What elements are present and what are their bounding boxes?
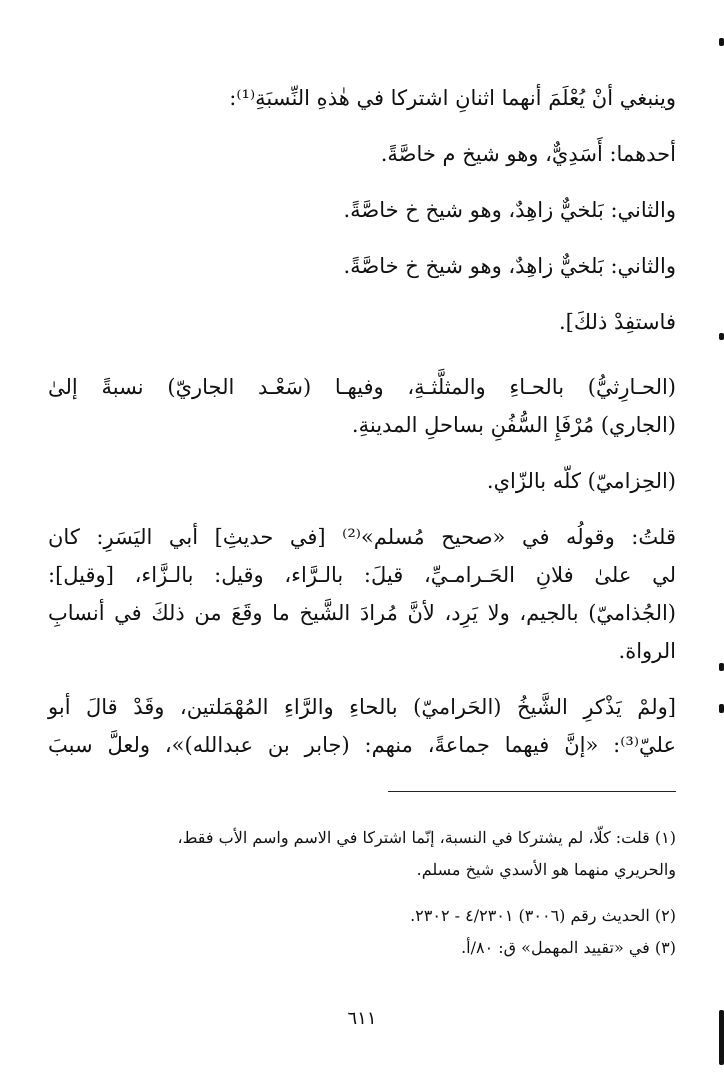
text-line: (الجُذاميّ) بالجيم، ولا يَرِد، لأنَّ مُرادَ الشَّيخ ما وقَعَ من ذلكَ في أنسابِ (48, 601, 676, 625)
edge-mark (719, 333, 724, 340)
text-line: والثاني: بَلخيٌّ زاهِدٌ، وهو شيخ خ خاصَّةً. (343, 198, 676, 222)
footnote-3: (٣) في «تقييد المهمل» ق: ٨٠/أ. (461, 938, 676, 957)
paragraph-haram (48, 688, 676, 764)
text-line: لي علىٰ فلانِ الحَـرامـيِّ، قيلَ: بالـرَّاء، وقيل: بالـزَّاء، [وقيل]: (48, 563, 676, 587)
text-line: أحدهما: أَسَدِيٌّ، وهو شيخ م خاصَّةً. (380, 142, 676, 166)
edge-mark (719, 663, 724, 671)
paragraph-hizami (48, 462, 676, 500)
text-line: وينبغي أنْ يُعْلَمَ أنهما اثنانِ اشتركا في هٰذهِ النِّسبَةِ⁽¹⁾: (229, 86, 676, 110)
text-line: (الحِزاميّ) كلّه بالزّاي. (486, 469, 676, 493)
text-line: (الحـارِثيُّ) بالحـاءِ والمثلَّثـةِ، وفيهـا (سَعْـد الجاريّ) نسبةً إلىٰ (48, 375, 676, 399)
footnote-2: (٢) الحديث رقم (٣٠٠٦) ٤/٢٣٠١ - ٢٣٠٢. (410, 906, 676, 925)
footnote-divider (388, 791, 676, 792)
paragraph-harithi (48, 368, 676, 444)
footnote-1: (١) قلت: كلّا، لم يشتركا في النسبة، إنّما اشتركا في الاسم واسم الأب فقط، (177, 828, 676, 847)
main-text (48, 70, 676, 764)
edge-mark (719, 1010, 724, 1065)
text-line: عليّ⁽³⁾: «إنَّ فيهما جماعةً، منهم: (جابر بن عبدالله)»، ولعلَّ سببَ (48, 733, 676, 757)
edge-mark (719, 38, 724, 46)
text-line: قلتُ: وقولُه في «صحيح مُسلم»⁽²⁾ [في حديثِ] أبي اليَسَرِ: كان (48, 525, 676, 549)
footnotes (48, 822, 676, 964)
text-line: الرواة. (618, 639, 676, 663)
footnote-1-continued: والحريري منهما هو الأسدي شيخ مسلم. (416, 860, 676, 879)
text-line: [ولمْ يَذْكرِ الشَّيخُ (الحَراميّ) بالحاءِ والرَّاءِ المُهْمَلتين، وقَدْ قالَ أبو (48, 695, 676, 719)
text-line: والثاني: بَلخيٌّ زاهِدٌ، وهو شيخ خ خاصَّةً. (343, 254, 676, 278)
page-number: ٦١١ (347, 1008, 377, 1029)
text-line: (الجاري) مُرْفَإِ السُّفُنِ بساحلِ المدينةِ. (351, 413, 676, 437)
text-line: فاستفِدْ ذلكَ]. (558, 310, 676, 334)
edge-mark (719, 704, 724, 713)
paragraph-qultu (48, 518, 676, 670)
